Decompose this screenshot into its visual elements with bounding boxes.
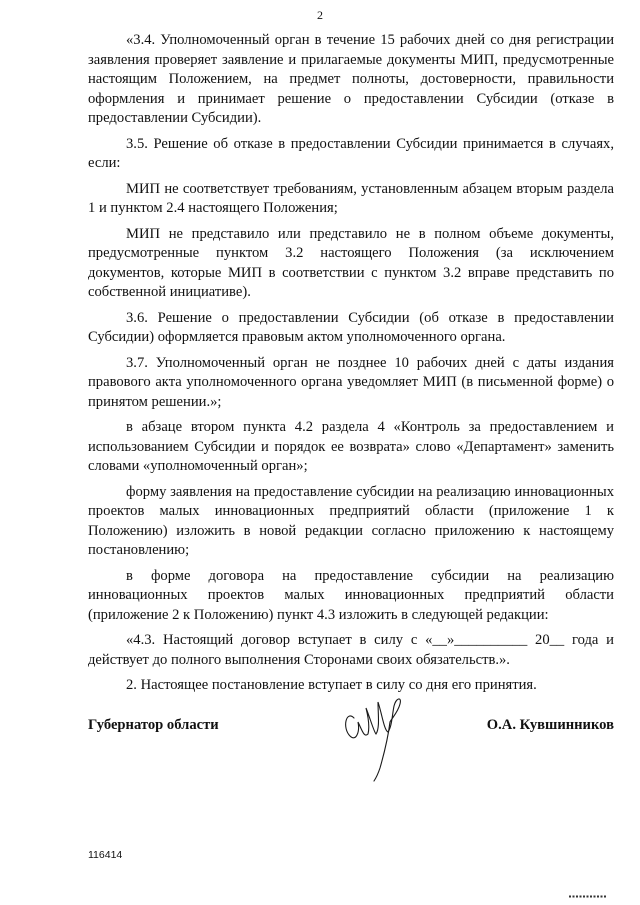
dashed-mark — [569, 895, 607, 898]
paragraph-documents: МИП не представило или представило не в полном объеме документы, предусмотренные пунктом 3.2 настоящего Положения (за исключением документов, которые МИП в соответствии с пунктом 3.2 вправе представить по собственной инициативе). — [88, 225, 614, 300]
paragraph-4-3: «4.3. Настоящий договор вступает в силу с «__»__________ 20__ года и действует до полного выполнения Сторонами своих обязательств.». — [88, 632, 614, 668]
signatory-position: Губернатор области — [88, 717, 219, 733]
handwritten-signature — [340, 688, 410, 783]
document-body — [88, 31, 614, 702]
signatory-name: О.А. Кувшинников — [486, 717, 614, 733]
paragraph-3-7: 3.7. Уполномоченный орган не позднее 10 рабочих дней с даты издания правового акта уполномоченного органа уведомляет МИП (в письменной форме) о принятом решении.»; — [88, 354, 614, 410]
paragraph-section-4-2: в абзаце втором пункта 4.2 раздела 4 «Контроль за предоставлением и использованием Субсидии и порядок ее возврата» слово «Департамент» заменить словами «уполномоченный орган»; — [88, 419, 614, 474]
paragraph-effective: 2. Настоящее постановление вступает в силу со дня его принятия. — [126, 677, 537, 693]
paragraph-3-4: «3.4. Уполномоченный орган в течение 15 рабочих дней со дня регистрации заявления проверяет заявление и прилагаемые документы МИП, предусмотренные настоящим Положением, на предмет полноты, достоверности, правильности оформления и принимает решение о предоставлении Субсидии (отказе в предоставлении Субсидии). — [88, 32, 614, 126]
page-number: 2 — [317, 8, 323, 22]
paragraph-3-5: 3.5. Решение об отказе в предоставлении Субсидии принимается в случаях, если: — [88, 135, 614, 171]
paragraph-form-application: форму заявления на предоставление субсидии на реализацию инновационных проектов малых инновационных предприятий области (приложение 1 к Положению) изложить в новой редакции согласно приложению к настоящему постановлению; — [88, 483, 614, 558]
paragraph-requirements: МИП не соответствует требованиям, установленным абзацем вторым раздела 1 и пунктом 2.4 настоящего Положения; — [88, 180, 614, 216]
paragraph-form-contract: в форме договора на предоставление субсидии на реализацию инновационных проектов малых инновационных предприятий области (приложение 2 к Положению) пункт 4.3 изложить в следующей редакции: — [88, 567, 614, 623]
paragraph-3-6: 3.6. Решение о предоставлении Субсидии (об отказе в предоставлении Субсидии) оформляется правовым актом уполномоченного органа. — [88, 309, 614, 345]
document-code: 116414 — [88, 849, 123, 861]
